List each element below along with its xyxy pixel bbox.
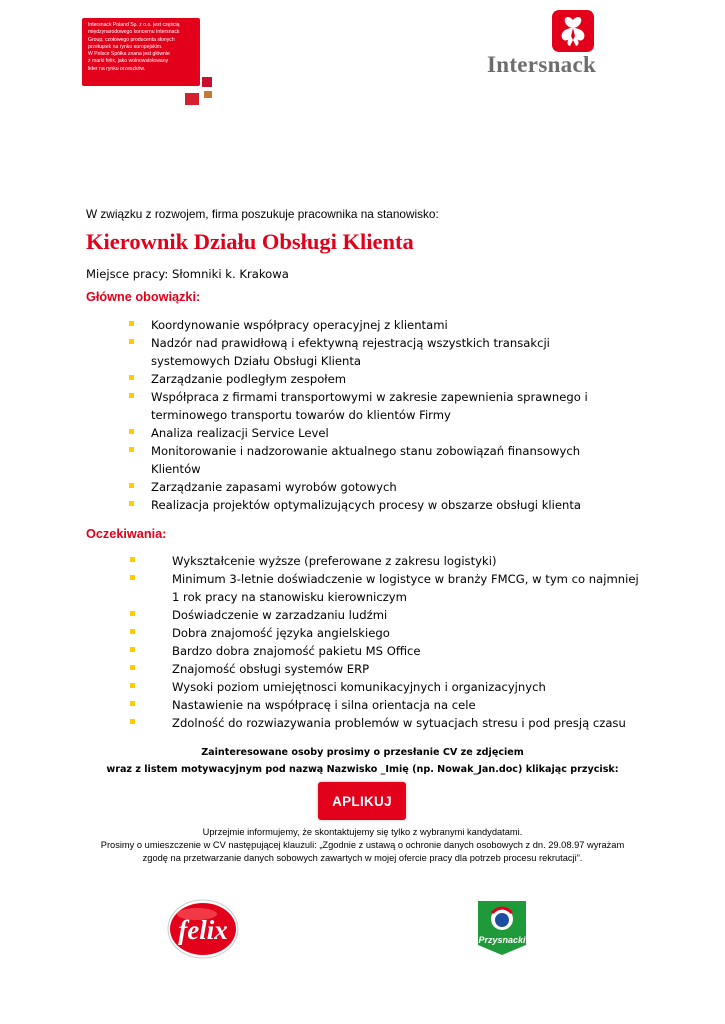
intersnack-logo-icon: [552, 10, 594, 52]
list-item: Wysoki poziom umiejętnosci komunikacyjnych i organizacyjnych: [172, 678, 642, 696]
intro-line: W Polsce Spółka znana jest głównie: [88, 51, 170, 58]
intro-line: Group, czołowego producenta słonych: [88, 36, 175, 43]
intro-line: międzynarodowego koncernu Intersnack: [88, 29, 180, 36]
duties-list: [151, 316, 621, 514]
decor-square: [204, 91, 212, 98]
list-item: Bardzo dobra znajomość pakietu MS Office: [172, 642, 642, 660]
list-item: Minimum 3-letnie doświadczenie w logistyce w branży FMCG, w tym co najmniej 1 rok pracy na stanowisku kierowniczym: [172, 570, 642, 606]
workplace: Miejsce pracy: Słomniki k. Krakowa: [86, 267, 289, 281]
przysnacki-logo-text: Przysnacki: [478, 935, 526, 945]
list-item: Znajomość obsługi systemów ERP: [172, 660, 642, 678]
list-item: Nadzór nad prawidłową i efektywną rejestracją wszystkich transakcji systemowych Działu Obsługi Klienta: [151, 334, 621, 370]
decor-square: [202, 77, 212, 87]
list-item: Wykształcenie wyższe (preferowane z zakresu logistyki): [172, 552, 642, 570]
job-title: Kierownik Działu Obsługi Klienta: [86, 229, 414, 254]
list-item: Dobra znajomość języka angielskiego: [172, 624, 642, 642]
list-item: Nastawienie na współpracę i silna orientacja na cele: [172, 696, 642, 714]
intro-line: Intersnack Poland Sp. z o.o. jest częścią: [88, 22, 180, 28]
notice-line-3: zgodę na przetwarzanie danych sobowych zawartych w mojej ofercie pracy dla potrzeb procesu rekrutacji”.: [142, 853, 583, 863]
list-item: Analiza realizacji Service Level: [151, 424, 621, 442]
intersnack-wordmark: Intersnack: [487, 52, 597, 77]
application-line-2: wraz z listem motywacyjnym pod nazwą Nazwisko _Imię (np. Nowak_Jan.doc) klikając przycisk:: [106, 764, 619, 775]
list-item: Zarządzanie zapasami wyrobów gotowych: [151, 478, 621, 496]
application-line-1: Zainteresowane osoby prosimy o przesłanie CV ze zdjęciem: [201, 747, 524, 758]
duties-heading: Główne obowiązki:: [86, 290, 201, 304]
list-item: Zdolność do rozwiazywania problemów w sytuacjach stresu i pod presją czasu: [172, 714, 642, 732]
intro-line: przekąsek na rynku europejskim.: [88, 43, 163, 50]
felix-logo-text: felix: [178, 915, 228, 945]
felix-logo: [167, 898, 239, 960]
list-item: Współpraca z firmami transportowymi w zakresie zapewnienia sprawnego i terminowego transportu towarów do klientów Firmy: [151, 388, 621, 424]
list-item: Monitorowanie i nadzorowanie aktualnego stanu zobowiązań finansowych Klientów: [151, 442, 621, 478]
apply-button[interactable]: APLIKUJ: [318, 782, 406, 820]
przysnacki-logo: [476, 899, 528, 957]
notice-line-2: Prosimy o umieszczenie w CV następującej klauzuli: „Zgodnie z ustawą o ochronie danych osobowych z dn. 29.08.97 wyrażam: [100, 840, 625, 850]
decor-square: [185, 93, 199, 105]
company-intro-box: [82, 18, 200, 86]
lead-text: W związku z rozwojem, firma poszukuje pracownika na stanowisko:: [86, 207, 439, 221]
expectations-heading: Oczekiwania:: [86, 527, 167, 541]
list-item: Koordynowanie współpracy operacyjnej z klientami: [151, 316, 621, 334]
list-item: Zarządzanie podległym zespołem: [151, 370, 621, 388]
notice-line-1: Uprzejmie informujemy, że skontaktujemy się tylko z wybranymi kandydatami.: [202, 827, 523, 837]
expectations-list: [172, 552, 642, 732]
intro-line: lider na rynku orzeszków.: [88, 65, 146, 72]
list-item: Doświadczenie w zarzadzaniu ludźmi: [172, 606, 642, 624]
intro-line: z marki felix, jako wolnowstołowany: [88, 58, 169, 65]
list-item: Realizacja projektów optymalizujących procesy w obszarze obsługi klienta: [151, 496, 621, 514]
